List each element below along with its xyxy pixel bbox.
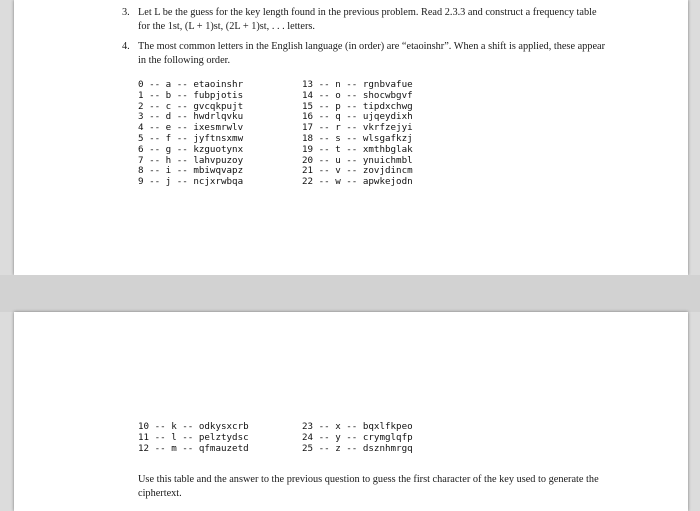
shift-table-row: 9 -- j -- ncjxrwbqa [138,176,244,188]
shift-table-row: 7 -- h -- lahvpuzoy [138,154,244,166]
document-page-2 [14,312,688,511]
shift-table-row: 10 -- k -- odkysxcrb [138,421,249,432]
problem-4-number: 4. [122,41,130,52]
shift-table-row: 3 -- d -- hwdrlqvku [138,111,244,123]
shift-table-left-column [138,80,243,188]
shift-table-row: 11 -- l -- pelztydsc [138,431,249,443]
shift-table-row: 17 -- r -- vkrfzejyi [302,122,413,134]
problem-3-number: 3. [122,7,130,18]
document-page-1 [14,0,688,275]
shift-table-row: 24 -- y -- crymglqfp [302,431,413,443]
page-gap [0,275,700,312]
shift-table-row: 15 -- p -- tipdxchwg [302,100,413,112]
shift-table-right-column [302,80,413,188]
shift-table-row: 20 -- u -- ynuichmbl [302,154,413,166]
shift-table-row: 2 -- c -- gvcqkpujt [138,100,244,112]
shift-table-row: 25 -- z -- dsznhmrgq [302,442,413,454]
shift-table-continued-right-column [302,422,413,454]
closing-instruction-text: Use this table and the answer to the previous question to guess the first character of the key used to generate the ciphertext. [138,474,599,499]
shift-table-row: 0 -- a -- etaoinshr [138,79,244,90]
shift-table-row: 14 -- o -- shocwbgvf [302,89,413,101]
shift-table-row: 4 -- e -- ixesmrwlv [138,122,244,134]
shift-table-row: 12 -- m -- qfmauzetd [138,442,249,454]
shift-table-row: 8 -- i -- mbiwqvapz [138,165,244,177]
shift-table-row: 13 -- n -- rgnbvafue [302,79,413,90]
shift-table-continued-left-column [138,422,249,454]
shift-table-row: 18 -- s -- wlsgafkzj [302,132,413,144]
problem-3-text: Let L be the guess for the key length found in the previous problem. Read 2.3.3 and construct a frequency table for the 1st, (L + 1)st, (2L + 1)st, . . . letters. [138,7,597,32]
shift-table-row: 21 -- v -- zovjdincm [302,165,413,177]
shift-table-row: 16 -- q -- ujqeydixh [302,111,413,123]
problem-4-text: The most common letters in the English language (in order) are “etaoinshr”. When a shift is applied, these appear in the following order. [138,41,606,66]
shift-table-row: 1 -- b -- fubpjotis [138,89,244,101]
shift-table-row: 23 -- x -- bqxlfkpeo [302,421,413,432]
shift-table-row: 5 -- f -- jyftnsxmw [138,132,244,144]
shift-table-row: 6 -- g -- kzguotynx [138,143,244,155]
shift-table-row: 22 -- w -- apwkejodn [302,176,413,188]
shift-table-row: 19 -- t -- xmthbglak [302,143,413,155]
